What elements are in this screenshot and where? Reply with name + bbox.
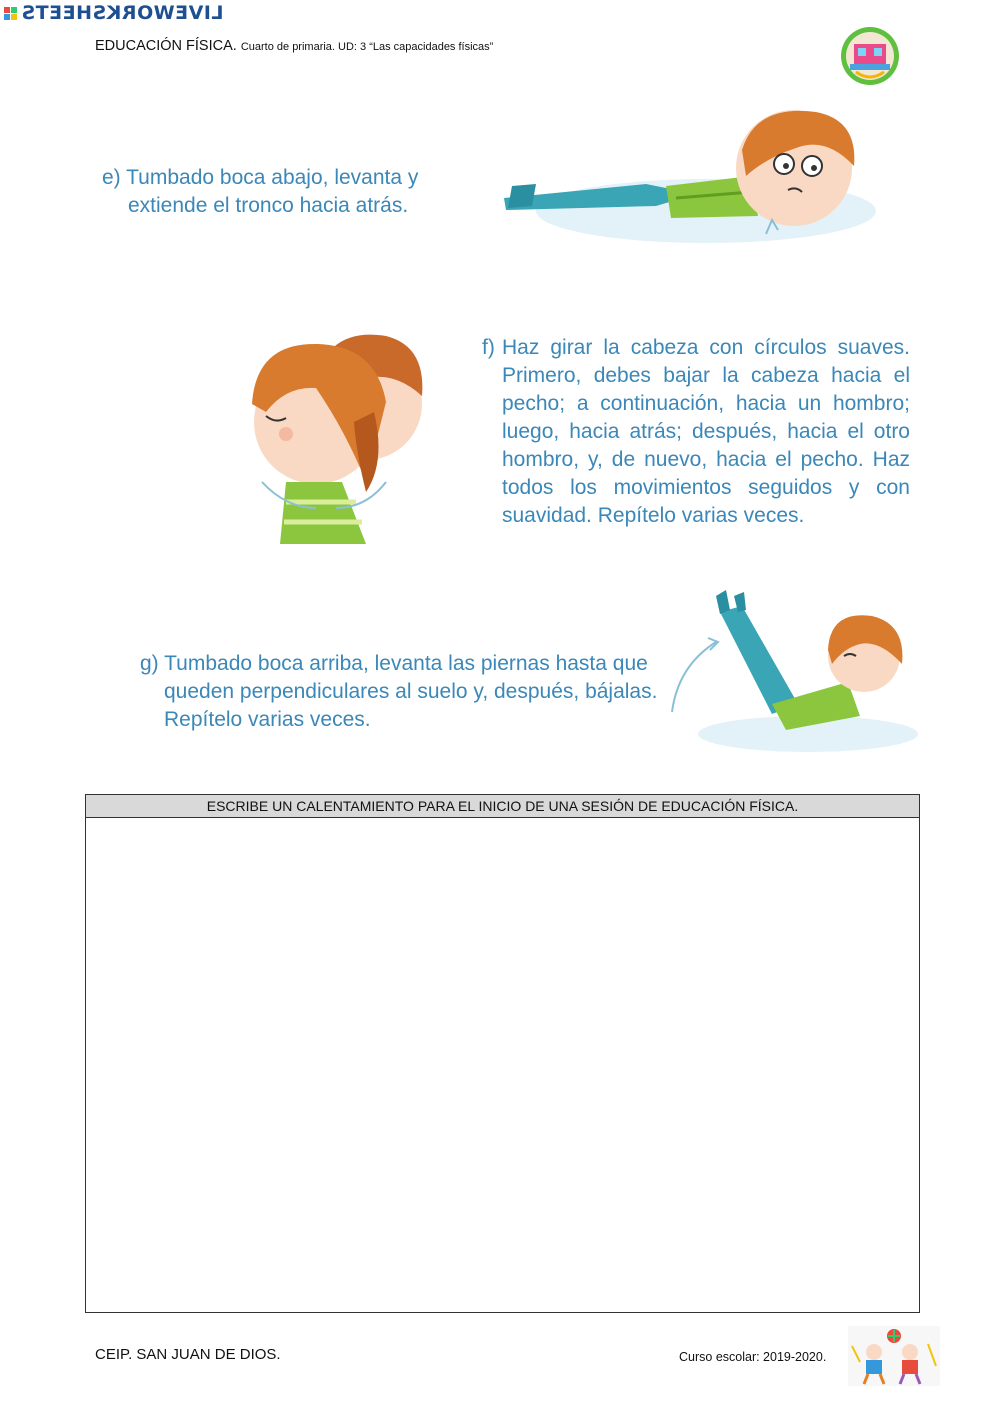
- liveworksheets-watermark: [4, 2, 224, 24]
- header-title: EDUCACIÓN FÍSICA.: [95, 38, 237, 54]
- kids-playing-illustration: [848, 1326, 940, 1386]
- footer-school: CEIP. SAN JUAN DE DIOS.: [95, 1346, 281, 1363]
- footer-school-year: Curso escolar: 2019-2020.: [679, 1350, 827, 1364]
- page-header: [95, 38, 493, 54]
- exercise-g-text: [140, 650, 670, 734]
- writing-box-heading: ESCRIBE UN CALENTAMIENTO PARA EL INICIO DE UNA SESIÓN DE EDUCACIÓN FÍSICA.: [86, 795, 919, 818]
- writing-box-answer-area[interactable]: [86, 818, 919, 1312]
- exercise-f-body: Haz girar la cabeza con círculos suaves. Primero, debes bajar la cabeza hacia el pecho; a continuación, hacia un hombro; luego, hacia atrás; después, hacia el otro hombro, y, de nuevo, hacia el pecho. Haz todos los movimientos seguidos y con suavidad. Repítelo varias veces.: [502, 336, 910, 527]
- school-logo: [840, 26, 900, 86]
- watermark-squares-icon: [4, 7, 17, 20]
- warmup-writing-box: [85, 794, 920, 1313]
- exercise-e-illustration: [496, 106, 866, 251]
- header-subtitle: Cuarto de primaria. UD: 3 “Las capacidades físicas”: [240, 41, 494, 53]
- exercise-f-text: [482, 334, 910, 530]
- exercise-e-line2: extiende el tronco hacia atrás.: [128, 194, 409, 217]
- exercise-g-line2: queden perpendiculares al suelo y, después, bájalas.: [164, 680, 658, 703]
- exercise-f-illustration: [226, 332, 436, 544]
- watermark-text: LIVEWORKSHEETS: [21, 2, 224, 24]
- exercise-e-line1: e) Tumbado boca abajo, levanta y: [102, 166, 419, 189]
- exercise-g-line3: Repítelo varias veces.: [164, 708, 371, 731]
- exercise-f-label: f): [482, 336, 495, 359]
- exercise-e-text: [102, 164, 462, 220]
- exercise-g-illustration: [668, 586, 908, 756]
- exercise-g-line1: g) Tumbado boca arriba, levanta las piernas hasta que: [140, 652, 648, 675]
